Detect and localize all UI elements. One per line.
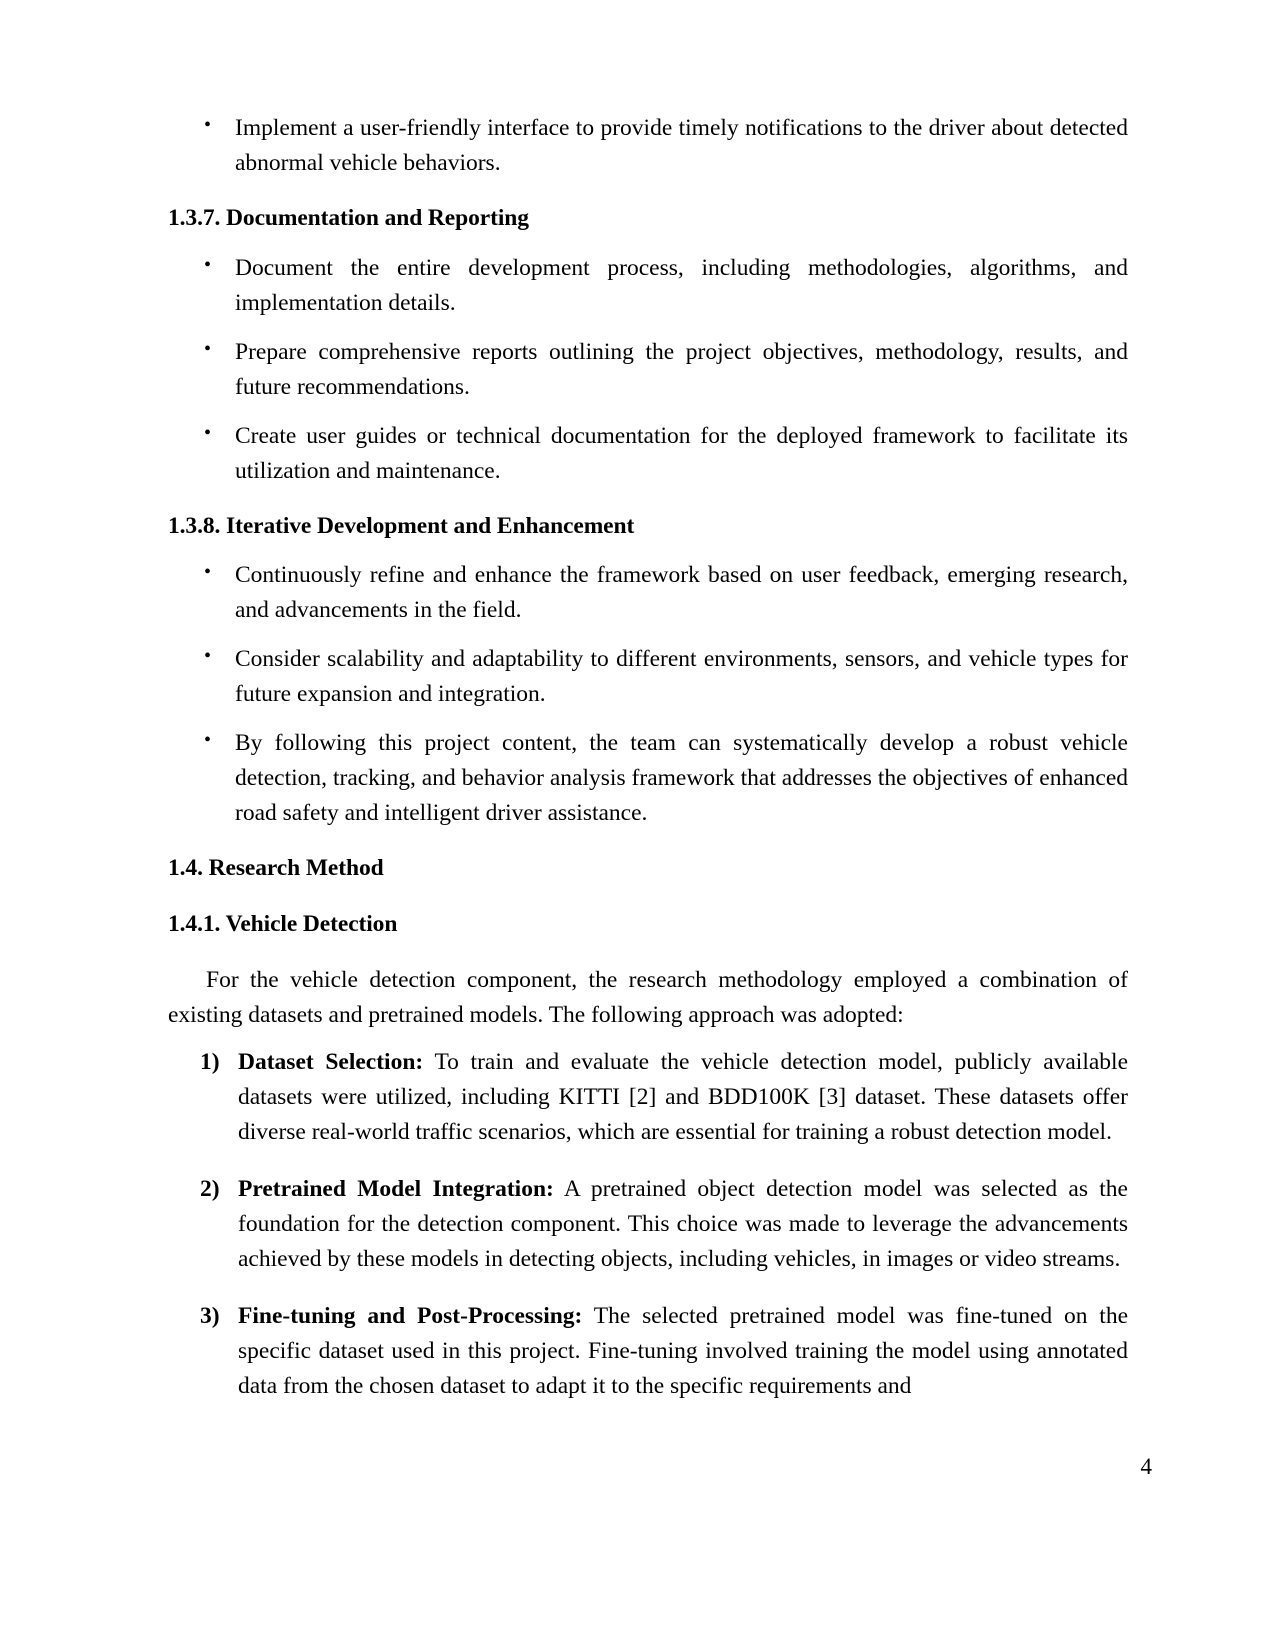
list-item-lead: Fine-tuning and Post-Processing: <box>238 1303 583 1330</box>
heading-documentation-and-reporting: 1.3.7. Documentation and Reporting <box>168 205 529 231</box>
list-item <box>168 553 1128 633</box>
list-item-text: • Continuously refine and enhance the framework based on user feedback, emerging research, and advancements in the field. <box>235 562 1128 624</box>
list-item <box>168 246 1128 326</box>
list-item <box>168 106 1128 186</box>
list-item-text: • By following this project content, the team can systematically develop a robust vehicle detection, tracking, and behavior analysis framework that addresses the objectives of enhanced road safety and intelligent driver assistance. <box>235 730 1128 827</box>
list-item <box>168 1166 1128 1283</box>
list-item <box>168 330 1128 410</box>
list-item-marker: 2) <box>200 1176 220 1203</box>
list-item-marker: 1) <box>200 1049 220 1076</box>
list-item <box>168 721 1128 836</box>
list-item-lead: Dataset Selection: <box>238 1049 424 1076</box>
list-item-lead: Pretrained Model Integration: <box>238 1176 554 1203</box>
heading-research-method: 1.4. Research Method <box>168 855 384 882</box>
page-number: 4 <box>1140 1454 1152 1479</box>
page-content-column <box>168 106 1128 1420</box>
list-item-text: • Prepare comprehensive reports outlining the project objectives, methodology, results, and future recommendations. <box>235 338 1128 400</box>
list-item <box>168 414 1128 494</box>
bullet-list-documentation <box>168 246 1128 494</box>
list-item-text: • Consider scalability and adaptability to different environments, sensors, and vehicle types for future expansion and integration. <box>235 646 1128 708</box>
list-item-marker: 3) <box>200 1303 220 1330</box>
list-item-text: • Document the entire development process, including methodologies, algorithms, and implementation details. <box>235 254 1128 316</box>
list-item <box>168 637 1128 717</box>
list-item-text: The selected pretrained model was fine-tuned on the specific dataset used in this project. Fine-tuning involved training the model using annotated data from the chosen dataset to adapt it to the specific requirements and <box>238 1303 1129 1400</box>
numbered-list-research-approach <box>168 1039 1128 1410</box>
list-item-text: • Create user guides or technical documentation for the deployed framework to facilitate its utilization and maintenance. <box>235 422 1128 484</box>
bullet-list-iterative-development <box>168 553 1128 836</box>
list-item-text: A pretrained object detection model was selected as the foundation for the detection component. This choice was made to leverage the advancements achieved by these models in detecting objects, including vehicles, in images or video streams. <box>238 1176 1128 1273</box>
paragraph-vehicle-detection-intro: For the vehicle detection component, the research methodology employed a combination of existing datasets and pretrained models. The following approach was adopted: <box>168 967 1128 1029</box>
bullet-list-interface <box>168 106 1128 186</box>
heading-vehicle-detection: 1.4.1. Vehicle Detection <box>168 910 398 937</box>
list-item-text: To train and evaluate the vehicle detection model, publicly available datasets were utilized, including KITTI [2] and BDD100K [3] dataset. These datasets offer diverse real-world traffic scenarios, which are essential for training a robust detection model. <box>238 1049 1128 1146</box>
list-item <box>168 1039 1128 1156</box>
list-item-text: • Implement a user-friendly interface to provide timely notifications to the driver about detected abnormal vehicle behaviors. <box>235 115 1128 176</box>
list-item <box>168 1293 1128 1410</box>
heading-iterative-development-and-enhancement: 1.3.8. Iterative Development and Enhancement <box>168 512 635 539</box>
